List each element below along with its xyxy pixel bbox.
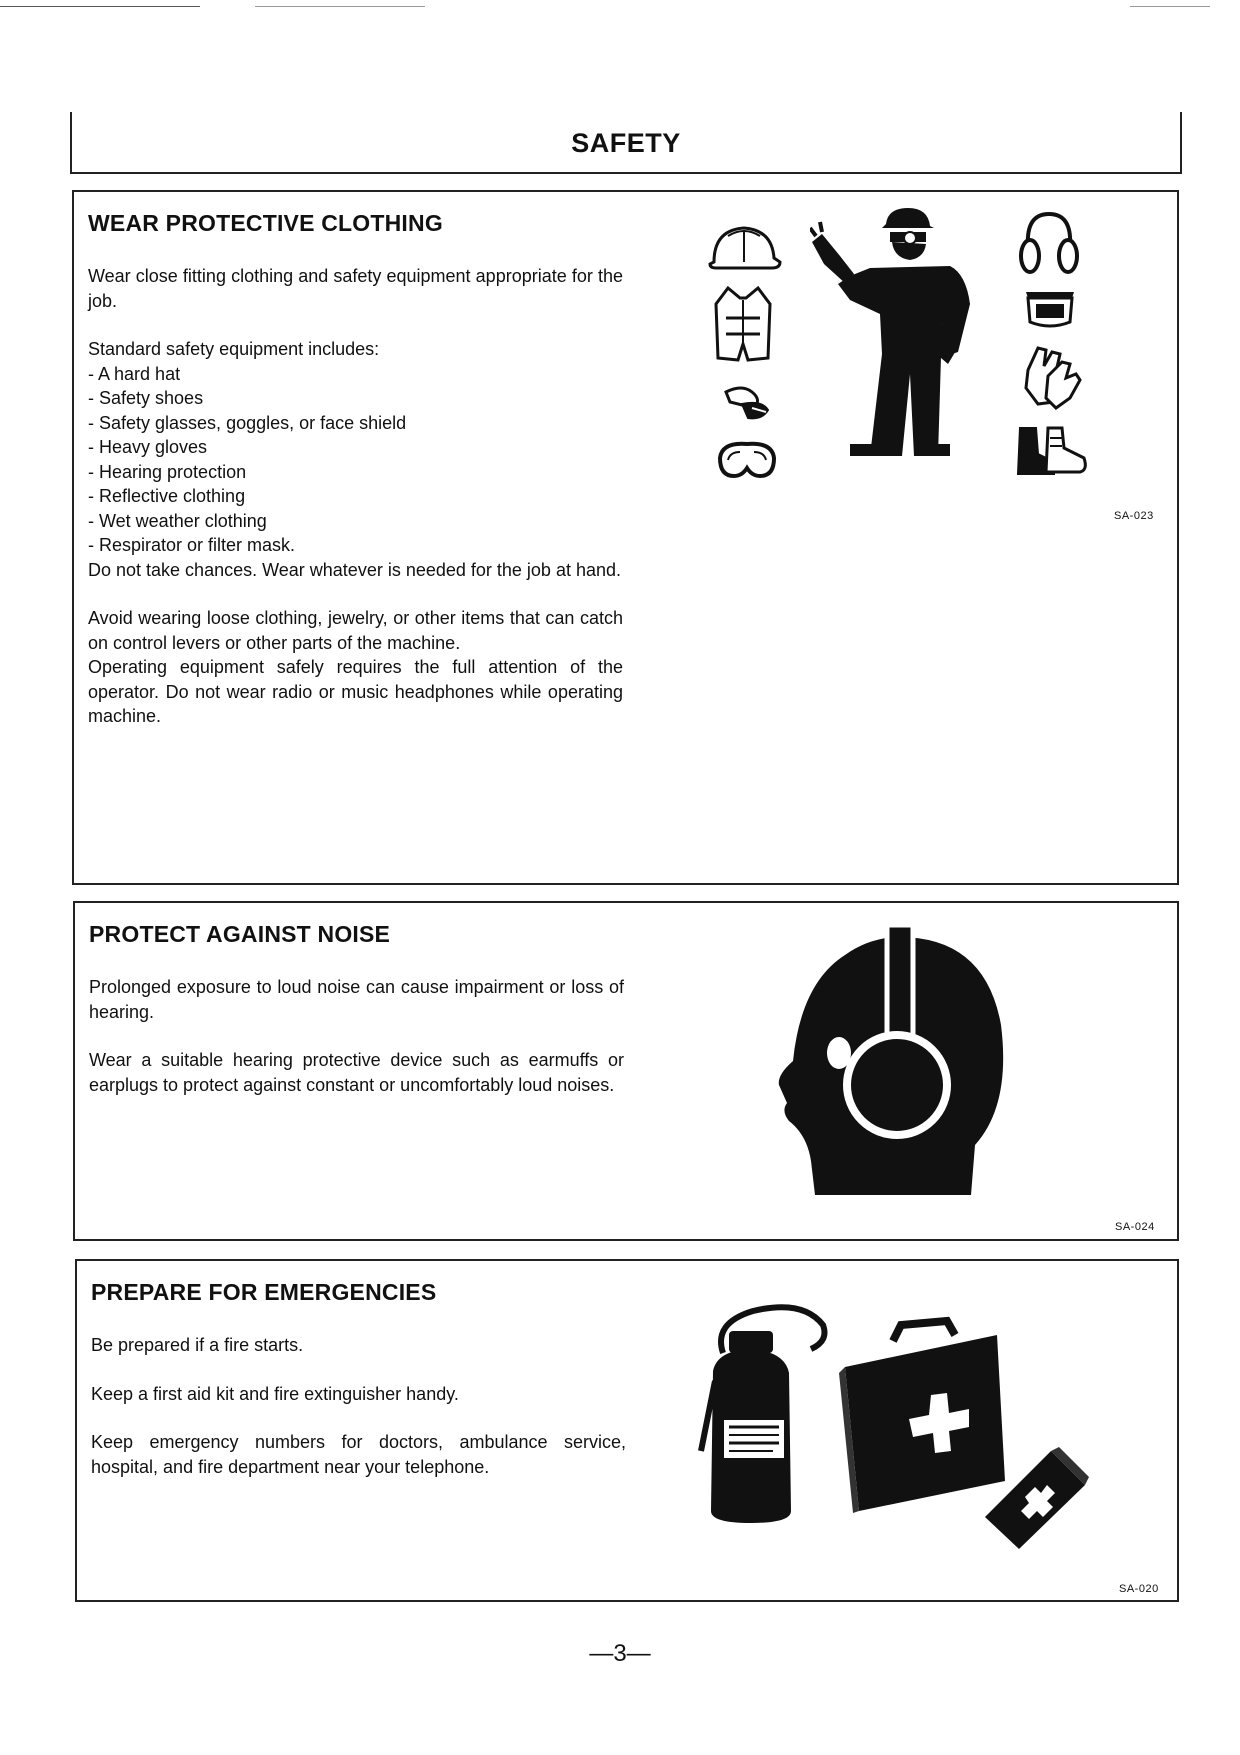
- noise-paragraph-1: Prolonged exposure to loud noise can cause impairment or loss of hearing.: [89, 977, 624, 1022]
- emergency-paragraph-3: Keep emergency numbers for doctors, ambulance service, hospital, and fire department near your telephone.: [91, 1432, 626, 1477]
- after-list-paragraph: Do not take chances. Wear whatever is needed for the job at hand.: [88, 559, 621, 580]
- section-body: [88, 264, 623, 753]
- gloves-icon: [1018, 342, 1084, 412]
- safety-goggles-icon: [716, 438, 778, 482]
- page-title: SAFETY: [571, 128, 681, 158]
- hard-hat-icon: [706, 222, 782, 272]
- safety-vest-icon: [712, 284, 774, 364]
- page-number: —3—: [589, 1640, 651, 1667]
- emergency-paragraph-2: Keep a first aid kit and fire extinguisher handy.: [91, 1383, 459, 1404]
- scan-artifact-line: [255, 6, 425, 7]
- section-body: [89, 975, 624, 1121]
- figure-code: SA-020: [1119, 1583, 1159, 1595]
- section-noise: [73, 901, 1179, 1241]
- earplugs-icon: [722, 382, 772, 422]
- list-item: - Respirator or filter mask.: [88, 533, 623, 558]
- scan-artifact-line: [0, 6, 200, 7]
- section-body: [91, 1333, 626, 1503]
- section-title: WEAR PROTECTIVE CLOTHING: [88, 210, 443, 236]
- head-with-earmuffs-icon: [775, 925, 1011, 1205]
- list-item: - A hard hat: [88, 362, 623, 387]
- section-title: PREPARE FOR EMERGENCIES: [91, 1279, 437, 1305]
- face-shield-icon: [1022, 288, 1078, 330]
- list-item: - Heavy gloves: [88, 435, 623, 460]
- section-title: PROTECT AGAINST NOISE: [89, 921, 391, 947]
- list-item: - Wet weather clothing: [88, 509, 623, 534]
- figure-code: SA-024: [1115, 1221, 1155, 1233]
- figure-code: SA-023: [1114, 510, 1154, 522]
- list-item: - Safety glasses, goggles, or face shield: [88, 411, 623, 436]
- fire-extinguisher-icon: [693, 1301, 835, 1527]
- loose-clothing-paragraph: Avoid wearing loose clothing, jewelry, or other items that can catch on control levers or other parts of the machine.: [88, 608, 623, 653]
- section-protective-clothing: [72, 190, 1179, 885]
- first-aid-pouch-icon: [981, 1445, 1089, 1551]
- list-item: - Hearing protection: [88, 460, 623, 485]
- scan-artifact-line: [1130, 6, 1210, 7]
- earmuffs-icon: [1018, 210, 1080, 276]
- page-header: [70, 112, 1182, 174]
- section-emergencies: [75, 1259, 1179, 1602]
- safety-shoes-icon: [1014, 424, 1090, 480]
- attention-paragraph: Operating equipment safely requires the full attention of the operator. Do not wear radio or music headphones while operating machine.: [88, 657, 623, 726]
- list-item: - Safety shoes: [88, 386, 623, 411]
- noise-paragraph-2: Wear a suitable hearing protective device such as earmuffs or earplugs to protect against constant or uncomfortably loud noises.: [89, 1050, 624, 1095]
- worker-figure-icon: [810, 204, 980, 466]
- equipment-list: [88, 362, 623, 558]
- list-heading: Standard safety equipment includes:: [88, 339, 380, 359]
- intro-paragraph: Wear close fitting clothing and safety equipment appropriate for the job.: [88, 266, 623, 311]
- list-item: - Reflective clothing: [88, 484, 623, 509]
- emergency-paragraph-1: Be prepared if a fire starts.: [91, 1335, 304, 1355]
